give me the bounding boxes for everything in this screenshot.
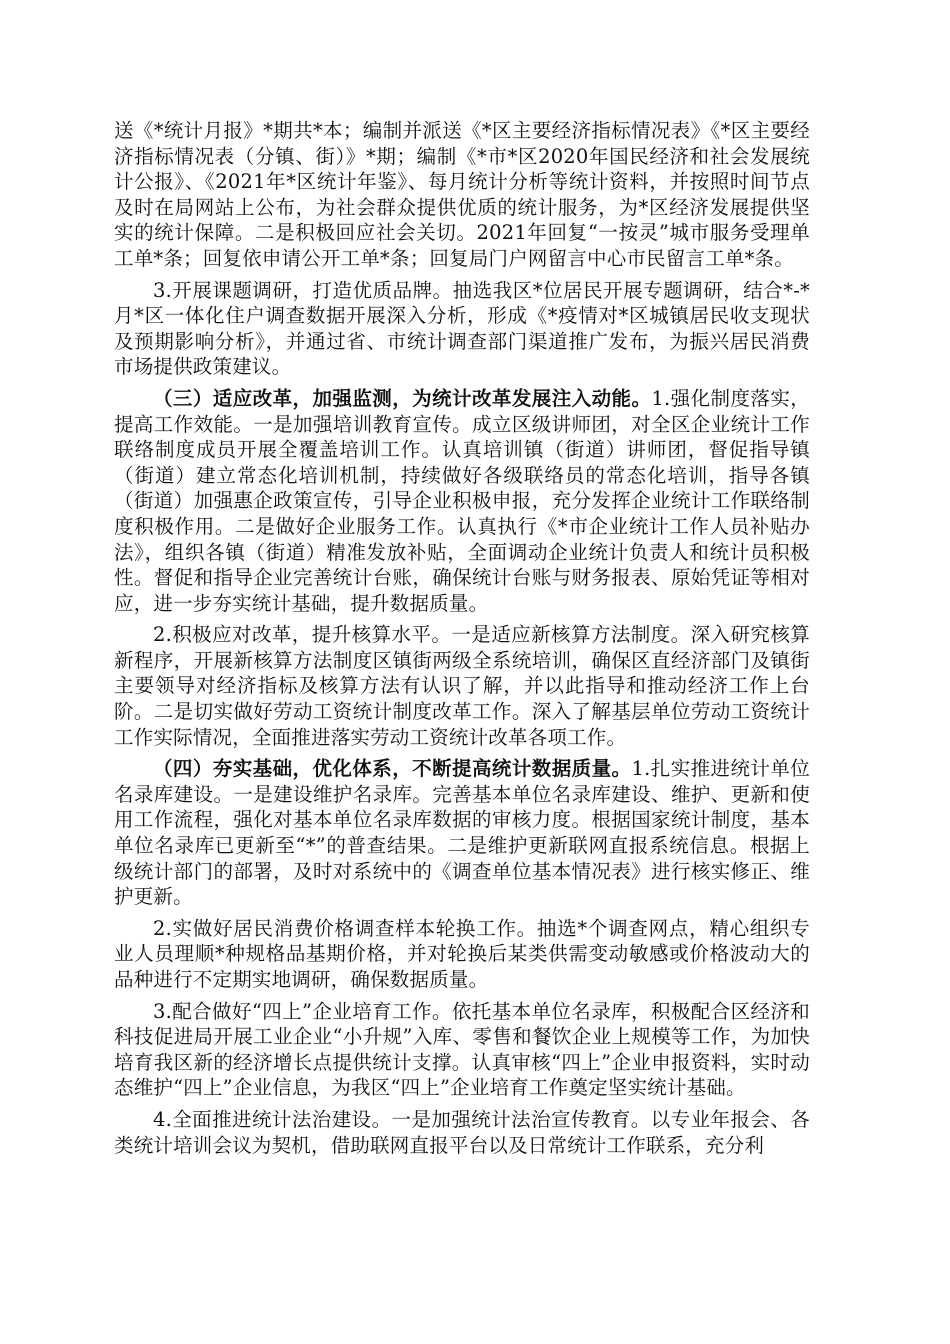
- paragraph-section-4: [114, 756, 810, 910]
- section-heading-4: （四）夯实基础，优化体系，不断提高统计数据质量。: [153, 757, 632, 781]
- paragraph-text: 2.实做好居民消费价格调查样本轮换工作。抽选*个调查网点，精心组织专业人员理顺*种规格品基期价格，并对轮换后某类供需变动敏感或价格波动大的品种进行不定期实地调研，确保数据质量。: [114, 916, 810, 991]
- paragraph-section-3: [114, 386, 810, 616]
- paragraph-statistical-services: [114, 118, 810, 272]
- paragraph-research-3: [114, 278, 810, 380]
- paragraph-text: 3.开展课题调研，打造优质品牌。抽选我区*位居民开展专题调研，结合*-*月*区一体化住户调查数据开展深入分析，形成《*疫情对*区城镇居民收支现状及预期影响分析》，并通过省、市统计调查部门渠道推广发布，为振兴居民消费市场提供政策建议。: [114, 278, 810, 379]
- paragraph-text: 4.全面推进统计法治建设。一是加强统计法治宣传教育。以专业年报会、各类统计培训会议为契机，借助联网直报平台以及日常统计工作联系，充分利: [114, 1107, 810, 1157]
- paragraph-accounting-2: [114, 622, 810, 750]
- paragraph-text: 1.强化制度落实，提高工作效能。一是加强培训教育宣传。成立区级讲师团，对全区企业统计工作联络制度成员开展全覆盖培训工作。认真培训镇（街道）讲师团，督促指导镇（街道）建立常态化培训机制，持续做好各级联络员的常态化培训，指导各镇（街道）加强惠企政策宣传，引导企业积极申报，充分发挥企业统计工作联络制度积极作用。二是做好企业服务工作。认真执行《*市企业统计工作人员补贴办法》，组织各镇（街道）精准发放补贴，全面调动企业统计负责人和统计员积极性。督促和指导企业完善统计台账，确保统计台账与财务报表、原始凭证等相对应，进一步夯实统计基础，提升数据质量。: [114, 386, 810, 615]
- section-heading-3: （三）适应改革，加强监测，为统计改革发展注入动能。: [153, 386, 652, 410]
- paragraph-text: 送《*统计月报》*期共*本；编制并派送《*区主要经济指标情况表》《*区主要经济指标情况表（分镇、街）》*期；编制《*市*区2020年国民经济和社会发展统计公报》、《2021年*区统计年鉴》、每月统计分析等统计资料，并按照时间节点及时在局网站上公布，为社会群众提供优质的统计服务，为*区经济发展提供坚实的统计保障。二是积极回应社会关切。2021年回复“一按灵”城市服务受理单工单*条；回复依申请公开工单*条；回复局门户网留言中心市民留言工单*条。: [114, 119, 810, 270]
- paragraph-text: 2.积极应对改革，提升核算水平。一是适应新核算方法制度。深入研究核算新程序，开展新核算方法制度区镇街两级全系统培训，确保区直经济部门及镇街主要领导对经济指标及核算方法有认识了解，并以此指导和推动经济工作上台阶。二是切实做好劳动工资统计制度改革工作。深入了解基层单位劳动工资统计工作实际情况，全面推进落实劳动工资统计改革各项工作。: [114, 623, 810, 749]
- paragraph-rule-of-law-4: [114, 1107, 810, 1158]
- paragraph-enterprise-cultivation-3: [114, 999, 810, 1101]
- document-page: [114, 118, 810, 1164]
- paragraph-price-survey-2: [114, 916, 810, 993]
- paragraph-text: 3.配合做好“四上”企业培育工作。依托基本单位名录库，积极配合区经济和科技促进局开展工业企业“小升规”入库、零售和餐饮企业上规模等工作，为加快培育我区新的经济增长点提供统计支撑。认真审核“四上”企业申报资料，实时动态维护“四上”企业信息，为我区“四上”企业培育工作奠定坚实统计基础。: [114, 999, 810, 1100]
- paragraph-text: 1.扎实推进统计单位名录库建设。一是建设维护名录库。完善基本单位名录库建设、维护、更新和使用工作流程，强化对基本单位名录库数据的审核力度。根据国家统计制度，基本单位名录库已更新至“*”的普查结果。二是维护更新联网直报系统信息。根据上级统计部门的部署，及时对系统中的《调查单位基本情况表》进行核实修正、维护更新。: [114, 757, 810, 909]
